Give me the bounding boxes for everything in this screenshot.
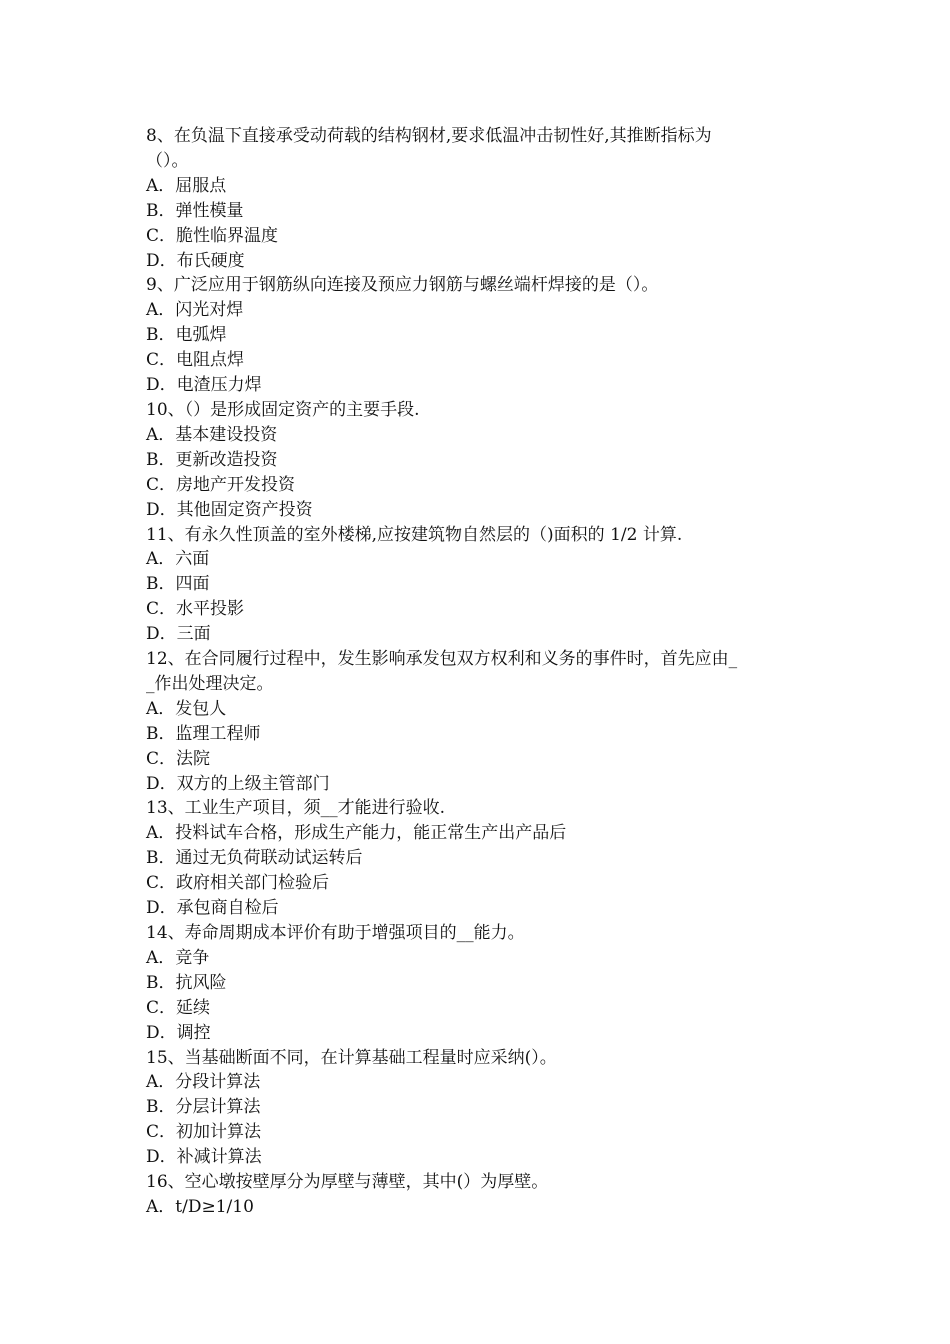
option-d: D．调控 — [146, 1022, 211, 1043]
question-text: 9、广泛应用于钢筋纵向连接及预应力钢筋与螺丝端杆焊接的是（）。 — [146, 275, 659, 296]
option-c: C．水平投影 — [146, 599, 245, 620]
option-b: B．更新改造投资 — [146, 449, 278, 470]
question-text: _作出处理决定。 — [146, 673, 274, 694]
question-text: 16、空心墩按壁厚分为厚壁与薄壁，其中(）为厚壁。 — [146, 1172, 549, 1193]
option-d: D．补减计算法 — [146, 1147, 262, 1168]
option-c: C．电阻点焊 — [146, 350, 245, 371]
option-c: C．房地产开发投资 — [146, 474, 296, 495]
option-a: A．投料试车合格，形成生产能力，能正常生产出产品后 — [146, 823, 567, 844]
question-text: 10、（）是形成固定资产的主要手段. — [146, 399, 420, 420]
question-9 — [146, 273, 816, 398]
question-list — [146, 124, 816, 1220]
option-c: C．延续 — [146, 997, 211, 1018]
option-b: B．通过无负荷联动试运转后 — [146, 848, 363, 869]
question-text: 15、当基础断面不同，在计算基础工程量时应采纳(）。 — [146, 1047, 557, 1068]
question-text: 11、有永久性顶盖的室外楼梯,应按建筑物自然层的（)面积的 1/2 计算. — [146, 524, 683, 545]
option-b: B．四面 — [146, 574, 210, 595]
question-12 — [146, 647, 816, 796]
question-13 — [146, 796, 816, 921]
question-text: 14、寿命周期成本评价有助于增强项目的__能力。 — [146, 923, 525, 943]
option-b: B．监理工程师 — [146, 723, 261, 744]
question-14 — [146, 921, 816, 1046]
question-text: （）。 — [146, 150, 189, 171]
option-d: D．其他固定资产投资 — [146, 499, 313, 520]
option-c: C．初加计算法 — [146, 1122, 262, 1143]
question-text: 8、在负温下直接承受动荷载的结构钢材,要求低温冲击韧性好,其推断指标为 — [146, 126, 712, 146]
option-c: C．政府相关部门检验后 — [146, 873, 330, 894]
question-15 — [146, 1046, 816, 1171]
option-a: A．t/D≥1/10 — [146, 1196, 254, 1217]
option-b: B．电弧焊 — [146, 325, 227, 346]
option-a: A．屈服点 — [146, 175, 227, 196]
question-8 — [146, 124, 816, 273]
question-text: 12、在合同履行过程中，发生影响承发包双方权利和义务的事件时，首先应由_ — [146, 649, 738, 670]
option-d: D．布氏硬度 — [146, 250, 245, 271]
option-a: A．发包人 — [146, 698, 227, 719]
option-d: D．双方的上级主管部门 — [146, 773, 330, 794]
option-b: B．分层计算法 — [146, 1097, 261, 1118]
option-b: B．抗风险 — [146, 972, 227, 993]
option-a: A．分段计算法 — [146, 1072, 261, 1093]
option-a: A．六面 — [146, 549, 210, 570]
option-a: A．闪光对焊 — [146, 300, 244, 321]
option-d: D．电渣压力焊 — [146, 375, 262, 396]
option-a: A．基本建设投资 — [146, 424, 278, 445]
question-text: 13、工业生产项目，须__才能进行验收. — [146, 798, 446, 819]
option-a: A．竞争 — [146, 947, 210, 968]
option-c: C．脆性临界温度 — [146, 225, 279, 246]
option-c: C．法院 — [146, 748, 211, 769]
option-d: D．承包商自检后 — [146, 898, 279, 919]
option-b: B．弹性模量 — [146, 200, 244, 221]
question-11 — [146, 523, 816, 648]
question-16 — [146, 1170, 816, 1220]
question-10 — [146, 398, 816, 523]
option-d: D．三面 — [146, 624, 211, 645]
